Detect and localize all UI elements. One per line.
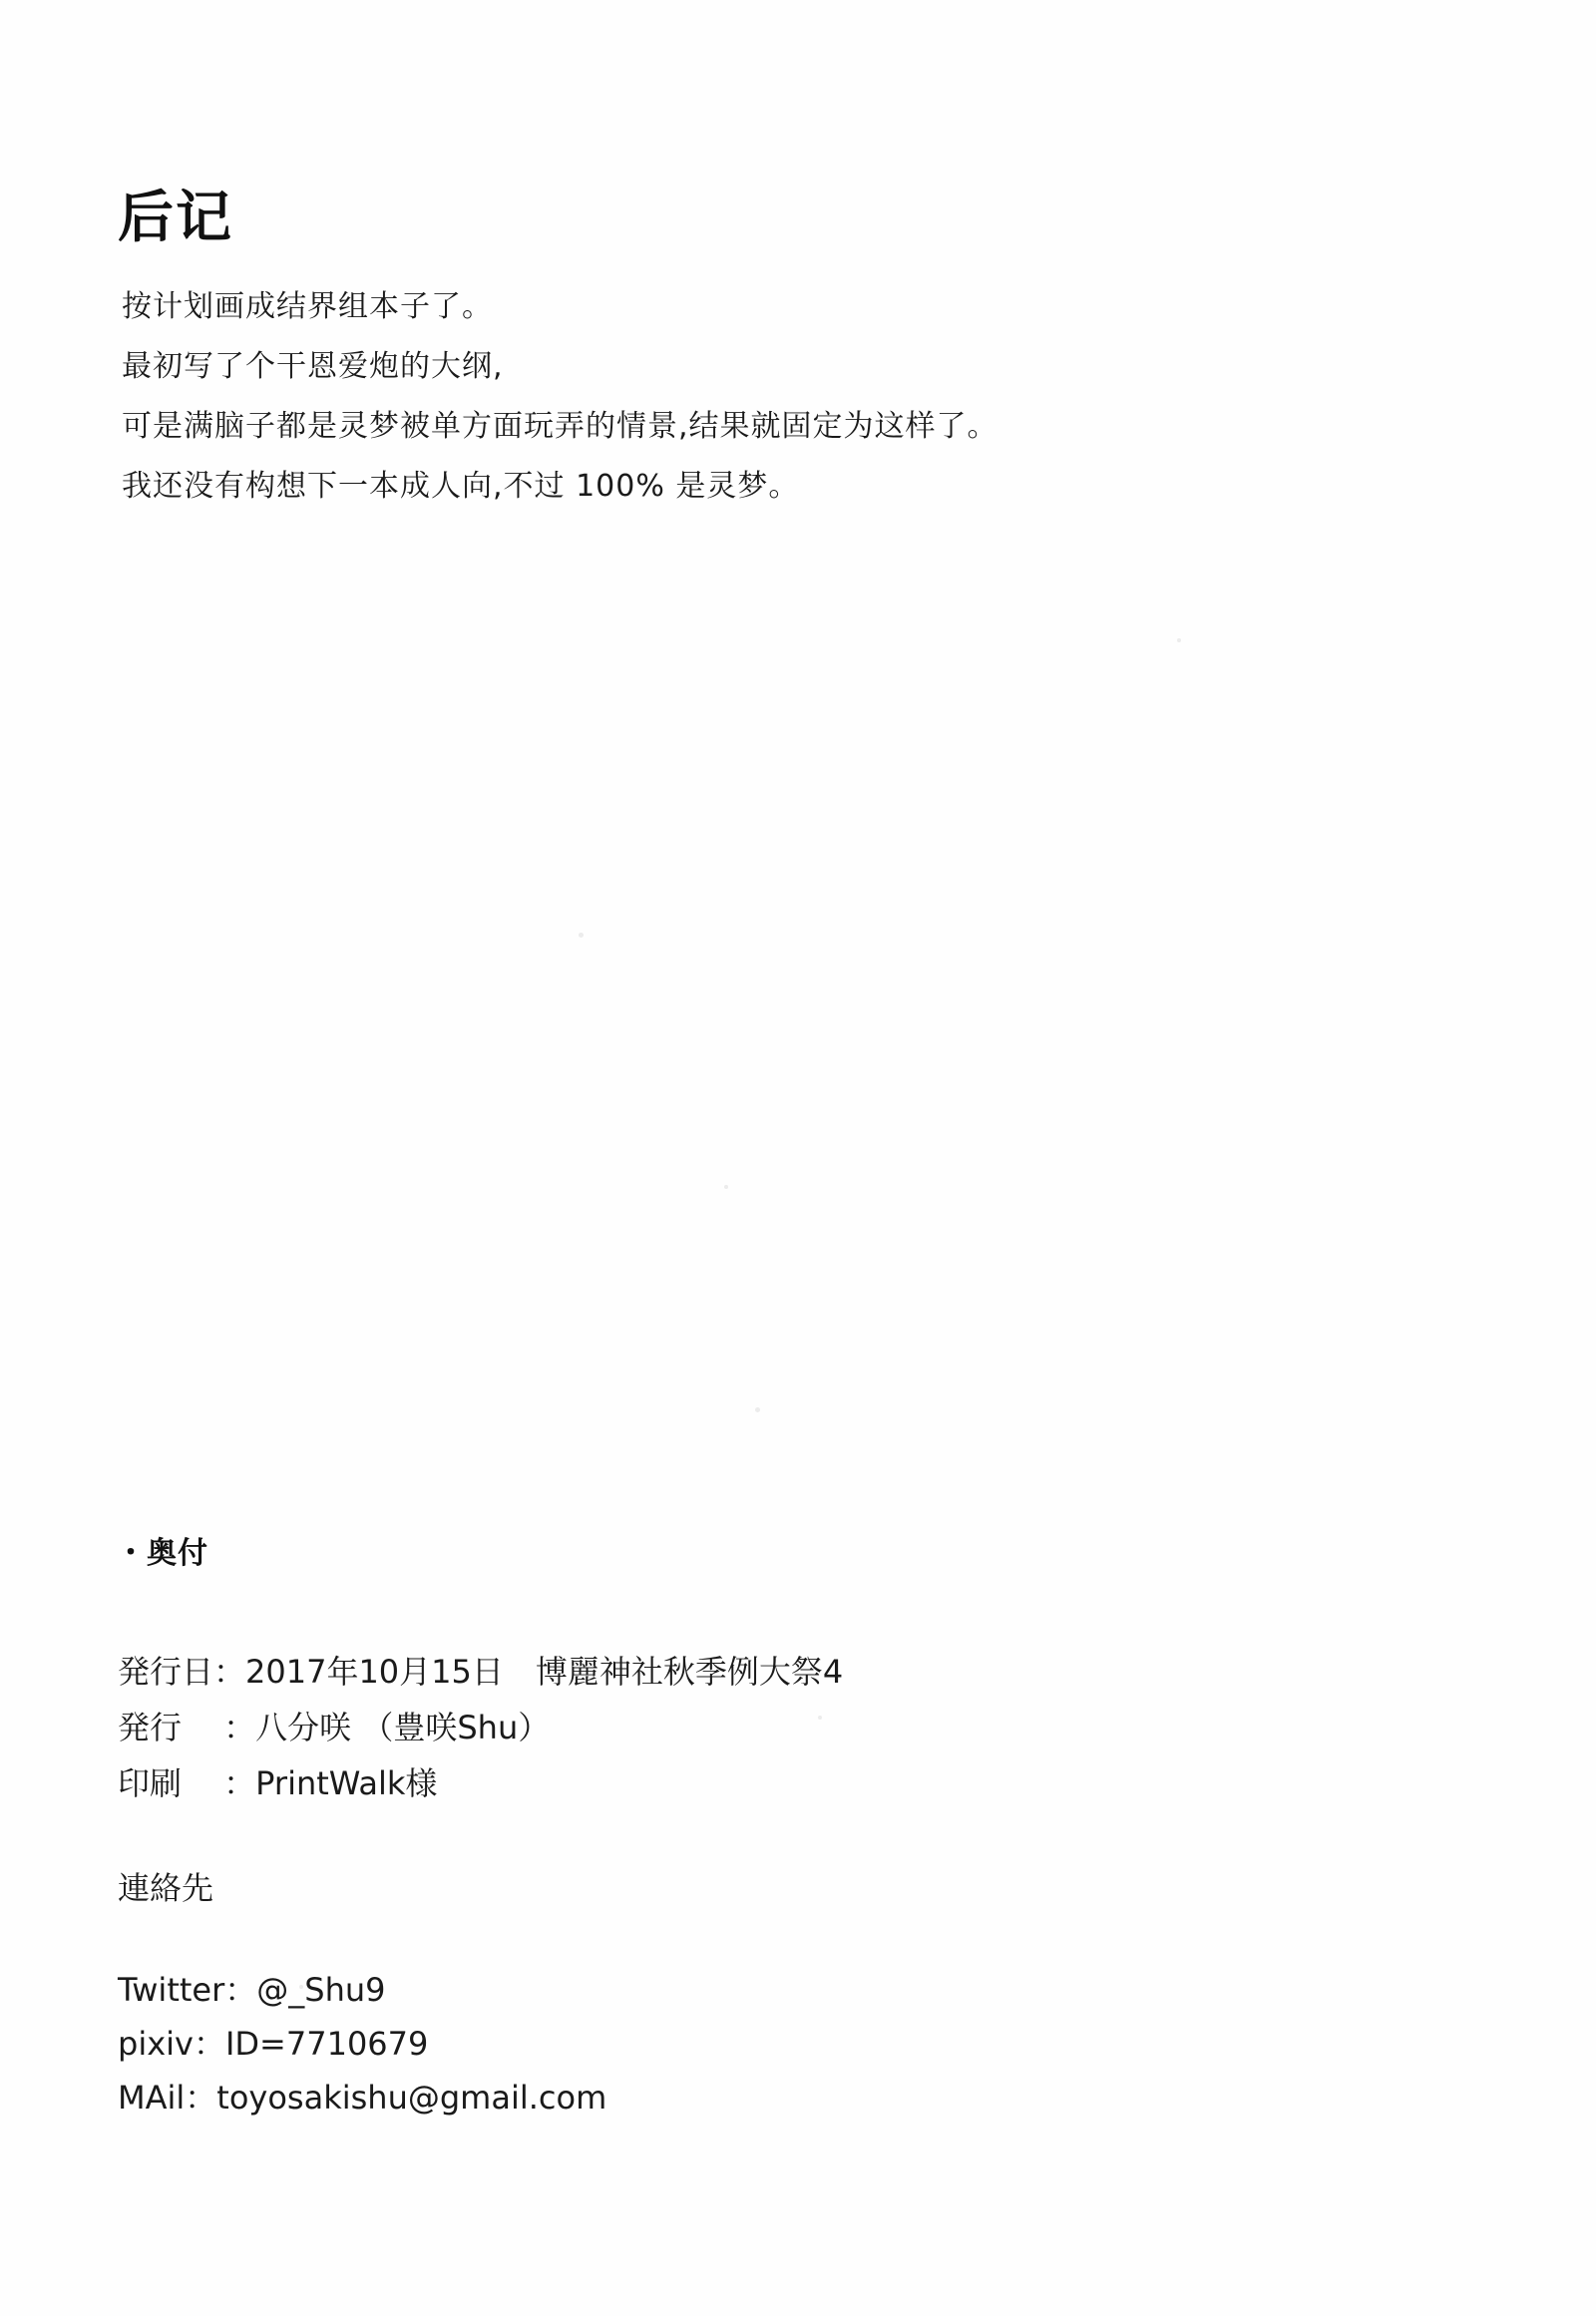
afterword-line: 我还没有构想下一本成人向,不过 100% 是灵梦。 [122, 469, 800, 504]
contact-twitter: Twitter：@_Shu9 [118, 1971, 386, 2009]
paper-speck [1177, 638, 1181, 642]
paper-speck [724, 1185, 728, 1189]
colophon-row-publisher: 発行 ：八分咲 （豊咲Shu） [118, 1709, 551, 1746]
colophon-row-publish-date: 発行日：2017年10月15日 博麗神社秋季例大祭4 [118, 1653, 844, 1691]
afterword-body [122, 277, 1319, 517]
afterword-line: 按计划画成结界组本子了。 [122, 289, 493, 324]
contact-mail: MAil：toyosakishu@gmail.com [118, 2079, 607, 2117]
contact-pixiv: pixiv：ID=7710679 [118, 2025, 429, 2063]
afterword-line: 最初写了个干恩爱炮的大纲, [122, 349, 504, 384]
paper-speck [755, 1407, 760, 1412]
contact-label: 連絡先 [118, 1869, 214, 1907]
colophon-heading: ・奥付 [116, 1536, 208, 1571]
colophon-details [118, 1644, 843, 1811]
afterword-line: 可是满脑子都是灵梦被单方面玩弄的情景,结果就固定为这样了。 [122, 409, 998, 444]
paper-speck [579, 933, 584, 938]
contact-details [118, 1963, 606, 2124]
colophon-row-printer: 印刷 ：PrintWalk様 [118, 1764, 438, 1802]
afterword-title: 后记 [118, 185, 233, 250]
